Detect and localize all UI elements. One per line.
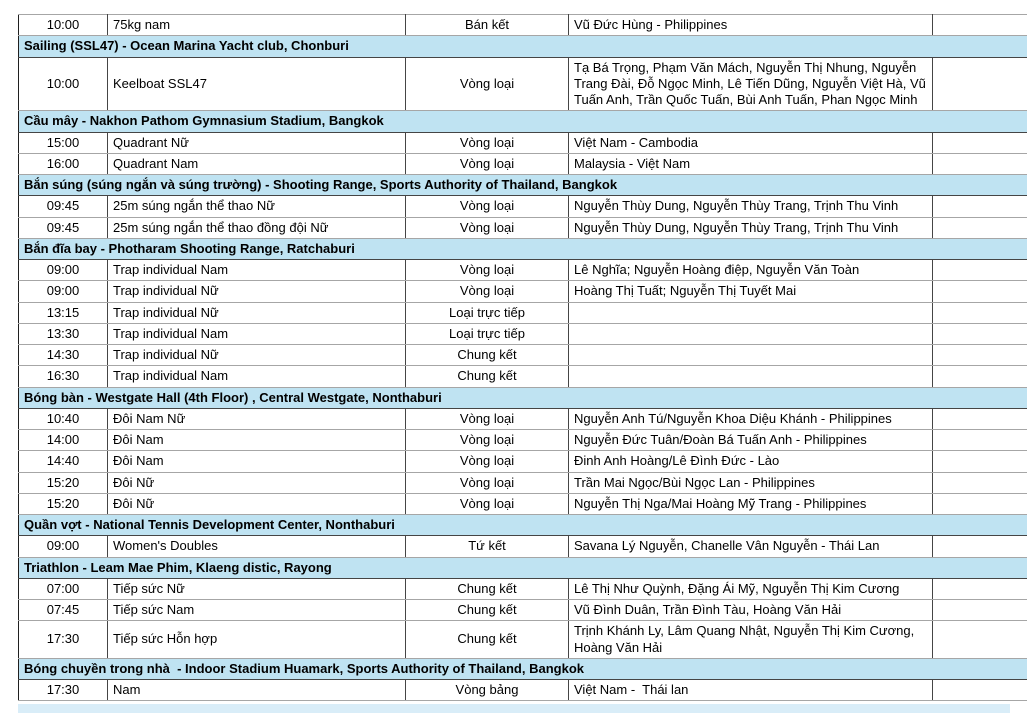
participants-cell: Việt Nam - Thái lan	[569, 680, 933, 701]
participants-cell: Đinh Anh Hoàng/Lê Đình Đức - Lào	[569, 451, 933, 472]
time-cell: 10:00	[19, 15, 108, 36]
section-header-row	[19, 111, 1027, 132]
notes-cell	[933, 15, 1027, 36]
event-cell: Trap individual Nam	[108, 366, 406, 387]
time-cell: 09:00	[19, 260, 108, 281]
time-cell: 13:15	[19, 302, 108, 323]
next-section-partial-row	[18, 704, 1010, 713]
section-header-row	[19, 557, 1027, 578]
time-cell: 15:20	[19, 472, 108, 493]
participants-cell: Trần Mai Ngọc/Bùi Ngọc Lan - Philippines	[569, 472, 933, 493]
time-cell: 09:00	[19, 281, 108, 302]
round-cell: Chung kết	[406, 600, 569, 621]
round-cell: Vòng loại	[406, 260, 569, 281]
time-cell: 10:40	[19, 408, 108, 429]
section-header-row	[19, 175, 1027, 196]
event-cell: Trap individual Nữ	[108, 281, 406, 302]
participants-cell	[569, 323, 933, 344]
time-cell: 17:30	[19, 621, 108, 659]
notes-cell	[933, 57, 1027, 111]
participants-cell: Tạ Bá Trọng, Phạm Văn Mách, Nguyễn Thị Nhung, Nguyễn Trang Đài, Đỗ Ngọc Minh, Lê Tiến Dũng, Nguyễn Việt Hà, Vũ Tuấn Anh, Trần Quốc Tuấn, Bùi Anh Tuấn, Phan Ngọc Minh	[569, 57, 933, 111]
time-cell: 09:45	[19, 196, 108, 217]
section-header-row	[19, 387, 1027, 408]
time-cell: 09:00	[19, 536, 108, 557]
event-cell: Đôi Nam	[108, 451, 406, 472]
round-cell: Loại trực tiếp	[406, 302, 569, 323]
event-row	[19, 260, 1027, 281]
participants-cell	[569, 366, 933, 387]
participants-cell: Nguyễn Thùy Dung, Nguyễn Thùy Trang, Trịnh Thu Vinh	[569, 196, 933, 217]
event-cell: Quadrant Nữ	[108, 132, 406, 153]
round-cell: Vòng loại	[406, 153, 569, 174]
event-row	[19, 680, 1027, 701]
event-cell: Trap individual Nam	[108, 260, 406, 281]
time-cell: 16:30	[19, 366, 108, 387]
notes-cell	[933, 132, 1027, 153]
participants-cell: Trịnh Khánh Ly, Lâm Quang Nhật, Nguyễn Thị Kim Cương, Hoàng Văn Hải	[569, 621, 933, 659]
time-cell: 14:40	[19, 451, 108, 472]
event-cell: Đôi Nam Nữ	[108, 408, 406, 429]
round-cell: Chung kết	[406, 578, 569, 599]
event-row	[19, 536, 1027, 557]
time-cell: 17:30	[19, 680, 108, 701]
section-title: Triathlon - Leam Mae Phim, Klaeng distic, Rayong	[19, 557, 1027, 578]
notes-cell	[933, 302, 1027, 323]
round-cell: Vòng loại	[406, 196, 569, 217]
event-cell: Tiếp sức Hỗn hợp	[108, 621, 406, 659]
time-cell: 15:20	[19, 493, 108, 514]
event-row	[19, 132, 1027, 153]
event-cell: Trap individual Nam	[108, 323, 406, 344]
section-title: Bắn đĩa bay - Photharam Shooting Range, Ratchaburi	[19, 238, 1027, 259]
event-cell: Tiếp sức Nam	[108, 600, 406, 621]
event-cell: Tiếp sức Nữ	[108, 578, 406, 599]
section-title: Cầu mây - Nakhon Pathom Gymnasium Stadium, Bangkok	[19, 111, 1027, 132]
event-row	[19, 302, 1027, 323]
time-cell: 14:30	[19, 345, 108, 366]
round-cell: Chung kết	[406, 366, 569, 387]
notes-cell	[933, 621, 1027, 659]
section-title: Quần vợt - National Tennis Development Center, Nonthaburi	[19, 515, 1027, 536]
time-cell: 14:00	[19, 430, 108, 451]
participants-cell	[569, 302, 933, 323]
time-cell: 15:00	[19, 132, 108, 153]
participants-cell: Nguyễn Thùy Dung, Nguyễn Thùy Trang, Trịnh Thu Vinh	[569, 217, 933, 238]
notes-cell	[933, 600, 1027, 621]
event-row	[19, 15, 1027, 36]
round-cell: Chung kết	[406, 621, 569, 659]
participants-cell: Nguyễn Thị Nga/Mai Hoàng Mỹ Trang - Philippines	[569, 493, 933, 514]
round-cell: Tứ kết	[406, 536, 569, 557]
event-cell: Quadrant Nam	[108, 153, 406, 174]
notes-cell	[933, 323, 1027, 344]
section-title: Sailing (SSL47) - Ocean Marina Yacht club, Chonburi	[19, 36, 1027, 57]
participants-cell: Savana Lý Nguyễn, Chanelle Vân Nguyễn - Thái Lan	[569, 536, 933, 557]
notes-cell	[933, 430, 1027, 451]
event-row	[19, 196, 1027, 217]
participants-cell	[569, 345, 933, 366]
section-header-row	[19, 238, 1027, 259]
event-row	[19, 57, 1027, 111]
notes-cell	[933, 366, 1027, 387]
round-cell: Vòng loại	[406, 217, 569, 238]
participants-cell: Hoàng Thị Tuất; Nguyễn Thị Tuyết Mai	[569, 281, 933, 302]
event-cell: Women's Doubles	[108, 536, 406, 557]
schedule-table-container	[18, 14, 1027, 701]
event-cell: 25m súng ngắn thể thao đồng đội Nữ	[108, 217, 406, 238]
round-cell: Bán kết	[406, 15, 569, 36]
round-cell: Vòng loại	[406, 57, 569, 111]
round-cell: Vòng loại	[406, 408, 569, 429]
event-row	[19, 408, 1027, 429]
event-row	[19, 366, 1027, 387]
notes-cell	[933, 281, 1027, 302]
event-cell: 75kg nam	[108, 15, 406, 36]
event-row	[19, 621, 1027, 659]
event-row	[19, 493, 1027, 514]
notes-cell	[933, 536, 1027, 557]
participants-cell: Nguyễn Đức Tuân/Đoàn Bá Tuấn Anh - Philippines	[569, 430, 933, 451]
round-cell: Vòng loại	[406, 493, 569, 514]
section-title: Bóng chuyền trong nhà - Indoor Stadium Huamark, Sports Authority of Thailand, Bangkok	[19, 658, 1027, 679]
participants-cell: Lê Nghĩa; Nguyễn Hoàng điệp, Nguyễn Văn Toàn	[569, 260, 933, 281]
round-cell: Vòng loại	[406, 451, 569, 472]
event-row	[19, 217, 1027, 238]
participants-cell: Việt Nam - Cambodia	[569, 132, 933, 153]
round-cell: Loại trực tiếp	[406, 323, 569, 344]
participants-cell: Nguyễn Anh Tú/Nguyễn Khoa Diệu Khánh - Philippines	[569, 408, 933, 429]
notes-cell	[933, 345, 1027, 366]
section-title: Bắn súng (súng ngắn và súng trường) - Shooting Range, Sports Authority of Thailand, Bangkok	[19, 175, 1027, 196]
time-cell: 16:00	[19, 153, 108, 174]
schedule-table-body	[19, 15, 1027, 701]
notes-cell	[933, 451, 1027, 472]
notes-cell	[933, 408, 1027, 429]
notes-cell	[933, 217, 1027, 238]
time-cell: 07:45	[19, 600, 108, 621]
participants-cell: Malaysia - Việt Nam	[569, 153, 933, 174]
notes-cell	[933, 472, 1027, 493]
event-cell: Trap individual Nữ	[108, 302, 406, 323]
event-row	[19, 153, 1027, 174]
event-cell: Nam	[108, 680, 406, 701]
time-cell: 10:00	[19, 57, 108, 111]
notes-cell	[933, 153, 1027, 174]
event-row	[19, 281, 1027, 302]
round-cell: Vòng loại	[406, 281, 569, 302]
event-cell: Đôi Nam	[108, 430, 406, 451]
event-row	[19, 323, 1027, 344]
event-row	[19, 345, 1027, 366]
event-cell: Keelboat SSL47	[108, 57, 406, 111]
round-cell: Vòng loại	[406, 472, 569, 493]
event-cell: Đôi Nữ	[108, 472, 406, 493]
event-row	[19, 451, 1027, 472]
round-cell: Vòng loại	[406, 430, 569, 451]
notes-cell	[933, 578, 1027, 599]
time-cell: 09:45	[19, 217, 108, 238]
notes-cell	[933, 493, 1027, 514]
event-cell: Trap individual Nữ	[108, 345, 406, 366]
round-cell: Chung kết	[406, 345, 569, 366]
round-cell: Vòng bảng	[406, 680, 569, 701]
section-header-row	[19, 515, 1027, 536]
section-title: Bóng bàn - Westgate Hall (4th Floor) , Central Westgate, Nonthaburi	[19, 387, 1027, 408]
time-cell: 07:00	[19, 578, 108, 599]
participants-cell: Vũ Đình Duân, Trần Đình Tàu, Hoàng Văn Hải	[569, 600, 933, 621]
event-row	[19, 578, 1027, 599]
event-cell: 25m súng ngắn thể thao Nữ	[108, 196, 406, 217]
event-cell: Đôi Nữ	[108, 493, 406, 514]
notes-cell	[933, 196, 1027, 217]
participants-cell: Lê Thị Như Quỳnh, Đặng Ái Mỹ, Nguyễn Thị Kim Cương	[569, 578, 933, 599]
event-row	[19, 472, 1027, 493]
time-cell: 13:30	[19, 323, 108, 344]
section-header-row	[19, 36, 1027, 57]
round-cell: Vòng loại	[406, 132, 569, 153]
event-row	[19, 600, 1027, 621]
section-header-row	[19, 658, 1027, 679]
schedule-table	[18, 14, 1027, 701]
participants-cell: Vũ Đức Hùng - Philippines	[569, 15, 933, 36]
notes-cell	[933, 260, 1027, 281]
notes-cell	[933, 680, 1027, 701]
event-row	[19, 430, 1027, 451]
